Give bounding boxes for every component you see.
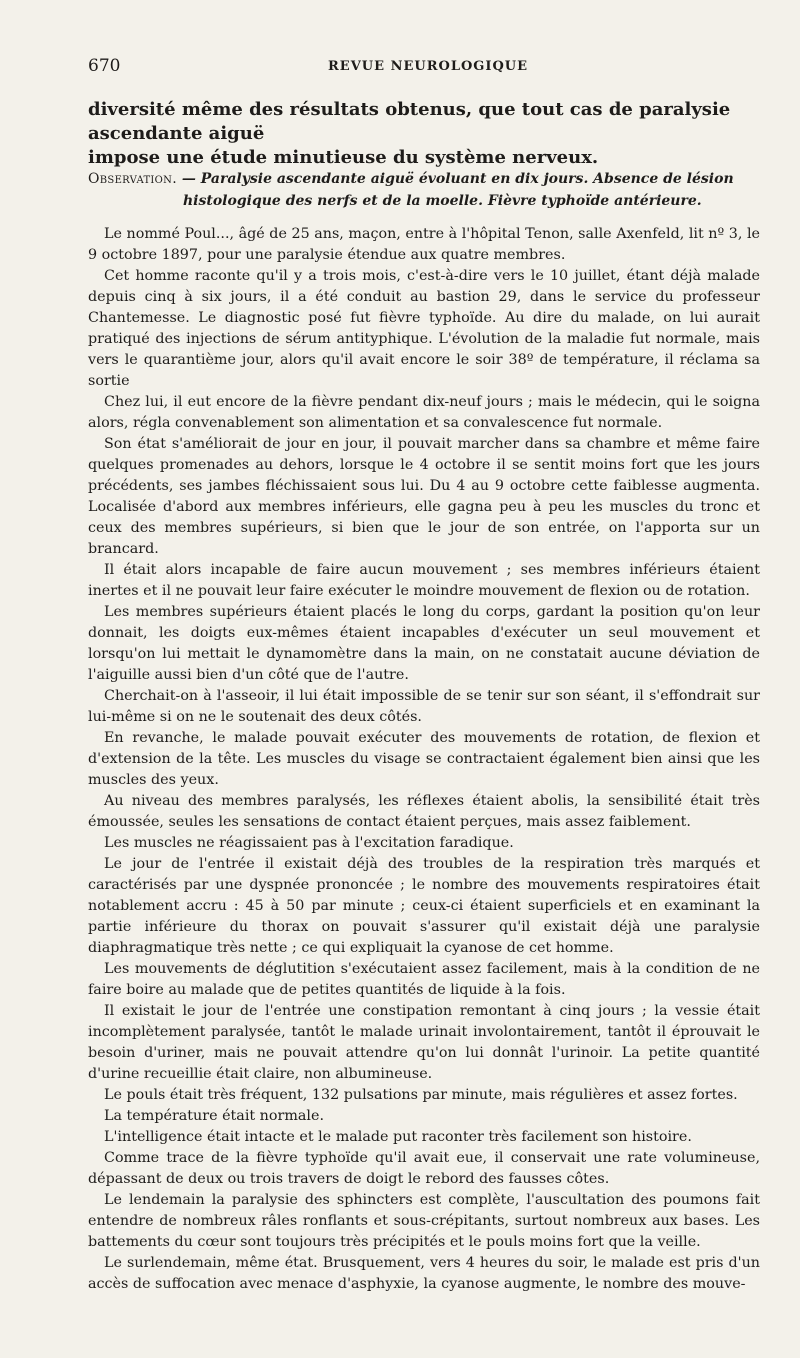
paragraph: En revanche, le malade pouvait exécuter des mouvements de rotation, de flexion et d'extension de la tête. Les muscles du visage se contractaient également bien ainsi que les muscles des yeux. <box>88 730 760 788</box>
observation-title-line1: — Paralysie ascendante aiguë évoluant en dix jours. Absence de lésion <box>177 171 734 187</box>
observation-label: Observation. <box>88 171 177 187</box>
paragraph: La température était normale. <box>104 1108 324 1124</box>
paragraph: Il était alors incapable de faire aucun mouvement ; ses membres inférieurs étaient inertes et il ne pouvait leur faire exécuter le moindre mouvement de flexion ou de rotation. <box>88 562 760 599</box>
paragraph: Cet homme raconte qu'il y a trois mois, c'est-à-dire vers le 10 juillet, étant déjà malade depuis cinq à six jours, il a été conduit au bastion 29, dans le service du professeur Chantemesse. Le diagnostic posé fut fièvre typhoïde. Au dire du malade, on lui aurait pratiqué des injections de sérum antityphique. L'évolution de la maladie fut normale, mais vers le quarantième jour, alors qu'il avait encore le soir 38º de température, il réclama sa sortie <box>88 268 760 389</box>
intro-text <box>88 98 760 170</box>
paragraph: Le nommé Poul..., âgé de 25 ans, maçon, entre à l'hôpital Tenon, salle Axenfeld, lit nº 3, le 9 octobre 1897, pour une paralysie étendue aux quatre membres. <box>88 226 760 263</box>
paragraph: Les muscles ne réagissaient pas à l'excitation faradique. <box>104 835 514 851</box>
paragraph: Chez lui, il eut encore de la fièvre pendant dix-neuf jours ; mais le médecin, qui le soigna alors, régla convenablement son alimentation et sa convalescence fut normale. <box>88 394 760 431</box>
paragraph: Au niveau des membres paralysés, les réflexes étaient abolis, la sensibilité était très émoussée, seules les sensations de contact étaient perçues, mais assez faiblement. <box>88 793 760 830</box>
page-header <box>88 56 756 80</box>
intro-line: diversité même des résultats obtenus, que tout cas de paralysie ascendante aiguë <box>88 99 731 144</box>
body-text <box>88 224 760 1295</box>
paragraph: Cherchait-on à l'asseoir, il lui était impossible de se tenir sur son séant, il s'effondrait sur lui-même si on ne le soutenait des deux côtés. <box>88 688 760 725</box>
observation-title-line2: histologique des nerfs et de la moelle. Fièvre typhoïde antérieure. <box>183 193 702 209</box>
paragraph: L'intelligence était intacte et le malade put raconter très facilement son histoire. <box>104 1129 692 1145</box>
intro-line: impose une étude minutieuse du système nerveux. <box>88 147 599 168</box>
page-number: 670 <box>88 56 121 76</box>
paragraph: Comme trace de la fièvre typhoïde qu'il avait eue, il conservait une rate volumineuse, dépassant de deux ou trois travers de doigt le rebord des fausses côtes. <box>88 1150 760 1187</box>
observation-heading <box>88 168 760 212</box>
paragraph: Le surlendemain, même état. Brusquement, vers 4 heures du soir, le malade est pris d'un accès de suffocation avec menace d'asphyxie, la cyanose augmente, le nombre des mouve- <box>88 1255 760 1292</box>
paragraph: Le pouls était très fréquent, 132 pulsations par minute, mais régulières et assez fortes. <box>104 1087 738 1103</box>
paragraph: Les membres supérieurs étaient placés le long du corps, gardant la position qu'on leur donnait, les doigts eux-mêmes étaient incapables d'exécuter un seul mouvement et lorsqu'on lui mettait le dynamomètre dans la main, on ne constatait aucune déviation de l'aiguille aussi bien d'un côté que de l'autre. <box>88 604 760 683</box>
paragraph: Le lendemain la paralysie des sphincters est complète, l'auscultation des poumons fait entendre de nombreux râles ronflants et sous-crépitants, surtout nombreux aux bases. Les battements du cœur sont toujours très précipités et le pouls moins fort que la veille. <box>88 1192 760 1250</box>
paragraph: Les mouvements de déglutition s'exécutaient assez facilement, mais à la condition de ne faire boire au malade que de petites quantités de liquide à la fois. <box>88 961 760 998</box>
paragraph: Son état s'améliorait de jour en jour, il pouvait marcher dans sa chambre et même faire quelques promenades au dehors, lorsque le 4 octobre il se sentit moins fort que les jours précédents, ses jambes fléchissaient sous lui. Du 4 au 9 octobre cette faiblesse augmenta. Localisée d'abord aux membres inférieurs, elle gagna peu à peu les muscles du tronc et ceux des membres supérieurs, si bien que le jour de son entrée, on l'apporta sur un brancard. <box>88 436 760 557</box>
paragraph: Le jour de l'entrée il existait déjà des troubles de la respiration très marqués et caractérisés par une dyspnée prononcée ; le nombre des mouvements respiratoires était notablement accru : 45 à 50 par minute ; ceux-ci étaient superficiels et en examinant la partie inférieure du thorax on pouvait s'assurer qu'il existait déjà une paralysie diaphragmatique très nette ; ce qui expliquait la cyanose de cet homme. <box>88 856 760 956</box>
paragraph: Il existait le jour de l'entrée une constipation remontant à cinq jours ; la vessie était incomplètement paralysée, tantôt le malade urinait involontairement, tantôt il éprouvait le besoin d'uriner, mais ne pouvait attendre qu'on lui donnât l'urinoir. La petite quantité d'urine recueillie était claire, non albumineuse. <box>88 1003 760 1082</box>
running-title: REVUE NEUROLOGIQUE <box>328 59 529 74</box>
